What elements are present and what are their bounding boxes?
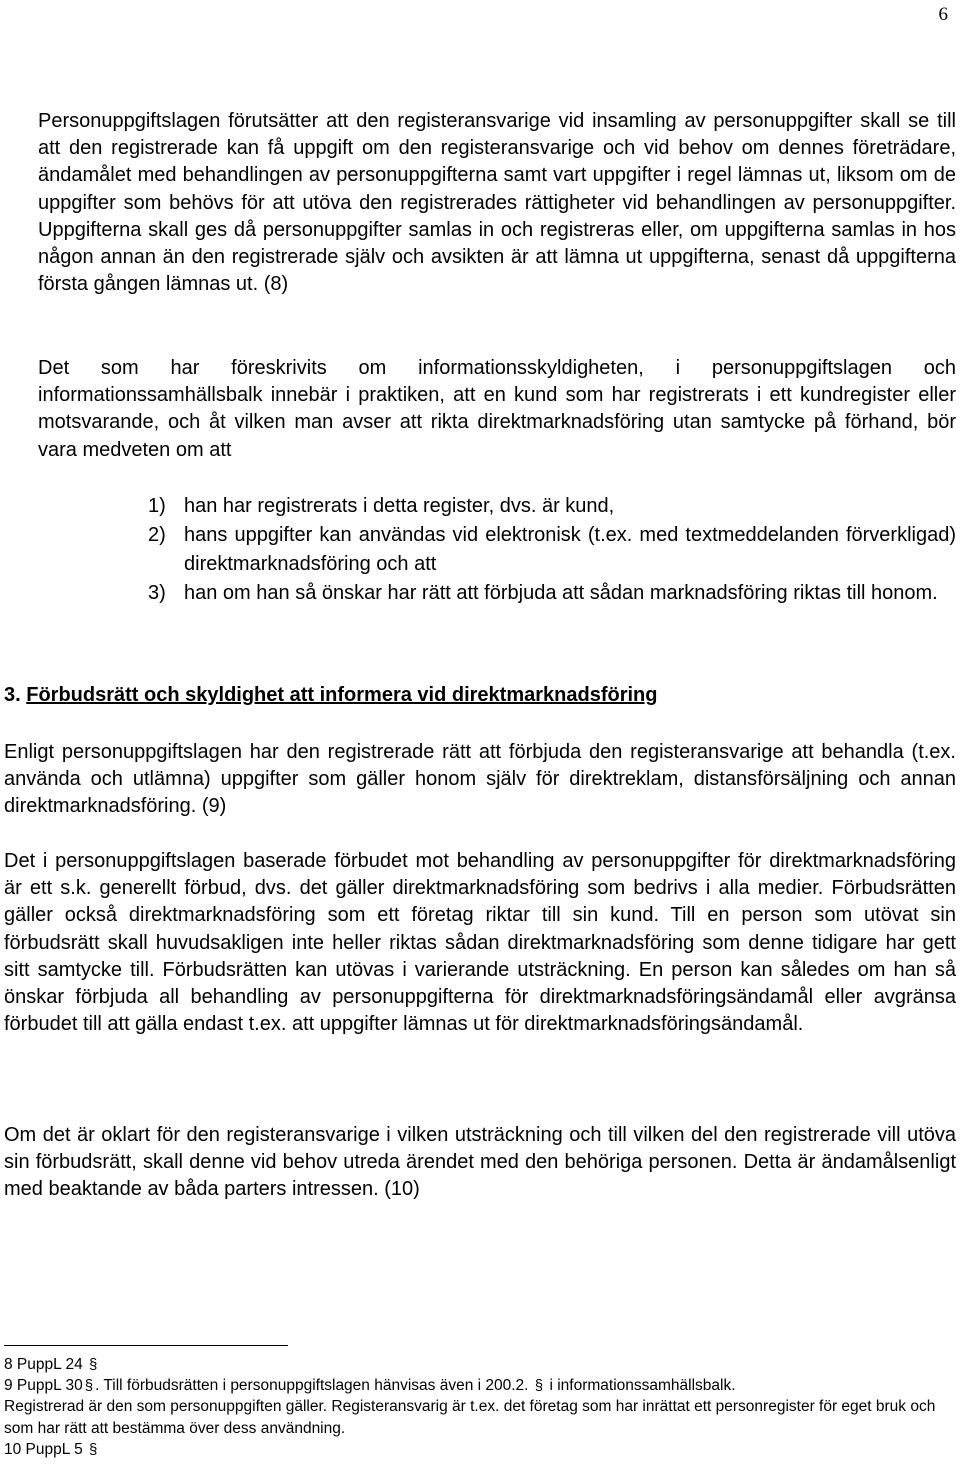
footnote-text: 8 PuppL 24 <box>4 1356 83 1373</box>
section-sign: § <box>84 1377 94 1395</box>
footnote-9-continued: Registrerad är den som personuppgiften gäller. Registeransvarig är t.ex. det företag som har inrättat ett personregister för eget bruk och som har rätt att bestämma över dess användning. <box>4 1398 936 1437</box>
page-number: 6 <box>938 4 948 25</box>
footnotes <box>4 1354 949 1460</box>
paragraph-unclear-extent: Om det är oklart för den registeransvarige i vilken utsträckning och till vilken del den registrerade vill utöva sin förbudsrätt, skall denne vid behov utreda ärendet med den behöriga personen. Detta är ändamålsenligt med beaktande av båda parters intressen. (10) <box>4 1124 956 1201</box>
section-sign: § <box>89 1356 98 1373</box>
list-item-number: 1) <box>148 495 166 517</box>
footnote-separator <box>4 1345 288 1346</box>
list-item-number: 2) <box>148 524 166 546</box>
footnote-text: 9 PuppL 30 <box>4 1377 83 1395</box>
section-heading <box>4 682 657 709</box>
section-number: 3. <box>4 684 21 706</box>
footnote-8 <box>4 1354 949 1375</box>
footnote-9 <box>4 1375 949 1396</box>
list-item-text: han har registrerats i detta register, dvs. är kund, <box>184 495 615 517</box>
section-sign: § <box>534 1377 544 1395</box>
section-sign: § <box>89 1440 98 1458</box>
list-item <box>148 521 956 579</box>
footnote-text: . Till förbudsrätten i personuppgiftslagen hänvisas även i 200.2. <box>95 1377 529 1395</box>
list-item-text: han om han så önskar har rätt att förbjuda att sådan marknadsföring riktas till honom. <box>184 582 938 604</box>
section-title: Förbudsrätt och skyldighet att informera vid direktmarknadsföring <box>26 684 658 706</box>
paragraph-general-prohibition: Det i personuppgiftslagen baserade förbudet mot behandling av personuppgifter för direktmarknadsföring är ett s.k. generellt förbud, dvs. det gäller direktmarknadsföring som bedrivs i alla medier. Förbudsrätten gäller också direktmarknadsföring som ett företag riktar till sin kund. Till en person som utövat sin förbudsrätt skall huvudsakligen inte heller riktas sådan direktmarknadsföring som denne tidigare har gett sitt samtycke till. Förbudsrätten kan utövas i varierande utsträckning. En person kan således om han så önskar förbjuda all behandling av personuppgifterna för direktmarknadsföringsändamål eller avgränsa förbudet till att gälla endast t.ex. att uppgifter lämnas ut för direktmarknadsföringsändamål. <box>4 850 956 1036</box>
footnote-text: 10 PuppL 5 <box>4 1440 83 1458</box>
paragraph-practical-meaning: Det som har föreskrivits om informationsskyldigheten, i personuppgiftslagen och informationssamhällsbalk innebär i praktiken, att en kund som har registrerats i ett kundregister eller motsvarande, och åt vilken man avser att rikta direktmarknadsföring utan samtycke på förhand, bör vara medveten om att <box>38 357 956 461</box>
paragraph-information-duty: Personuppgiftslagen förutsätter att den registeransvarige vid insamling av personuppgifter skall se till att den registrerade kan få uppgift om den registeransvarige och vid behov om dennes företrädare, ändamålet med behandlingen av personuppgifterna samt vart uppgifter i regel lämnas ut, liksom om de uppgifter som behövs för att utöva den registrerades rättigheter vid behandlingen av personuppgifter. Uppgifterna skall ges då personuppgifter samlas in och registreras eller, om uppgifterna samlas in hos någon annan än den registrerade själv och avsikten är att lämna ut uppgifterna, senast då uppgifterna första gången lämnas ut. (8) <box>38 110 956 296</box>
list-item <box>148 579 956 608</box>
list-item-text: hans uppgifter kan användas vid elektronisk (t.ex. med textmeddelanden förverkligad) direktmarknadsföring och att <box>184 524 956 575</box>
list-item <box>148 492 956 521</box>
numbered-list <box>148 492 956 608</box>
list-item-number: 3) <box>148 582 166 604</box>
footnote-10 <box>4 1439 949 1460</box>
paragraph-right-to-prohibit: Enligt personuppgiftslagen har den registrerade rätt att förbjuda den registeransvarige att behandla (t.ex. använda och utlämna) uppgifter som gäller honom själv för direktreklam, distansförsäljning och annan direktmarknadsföring. (9) <box>4 741 956 818</box>
footnote-text: i informationssamhällsbalk. <box>549 1377 736 1395</box>
